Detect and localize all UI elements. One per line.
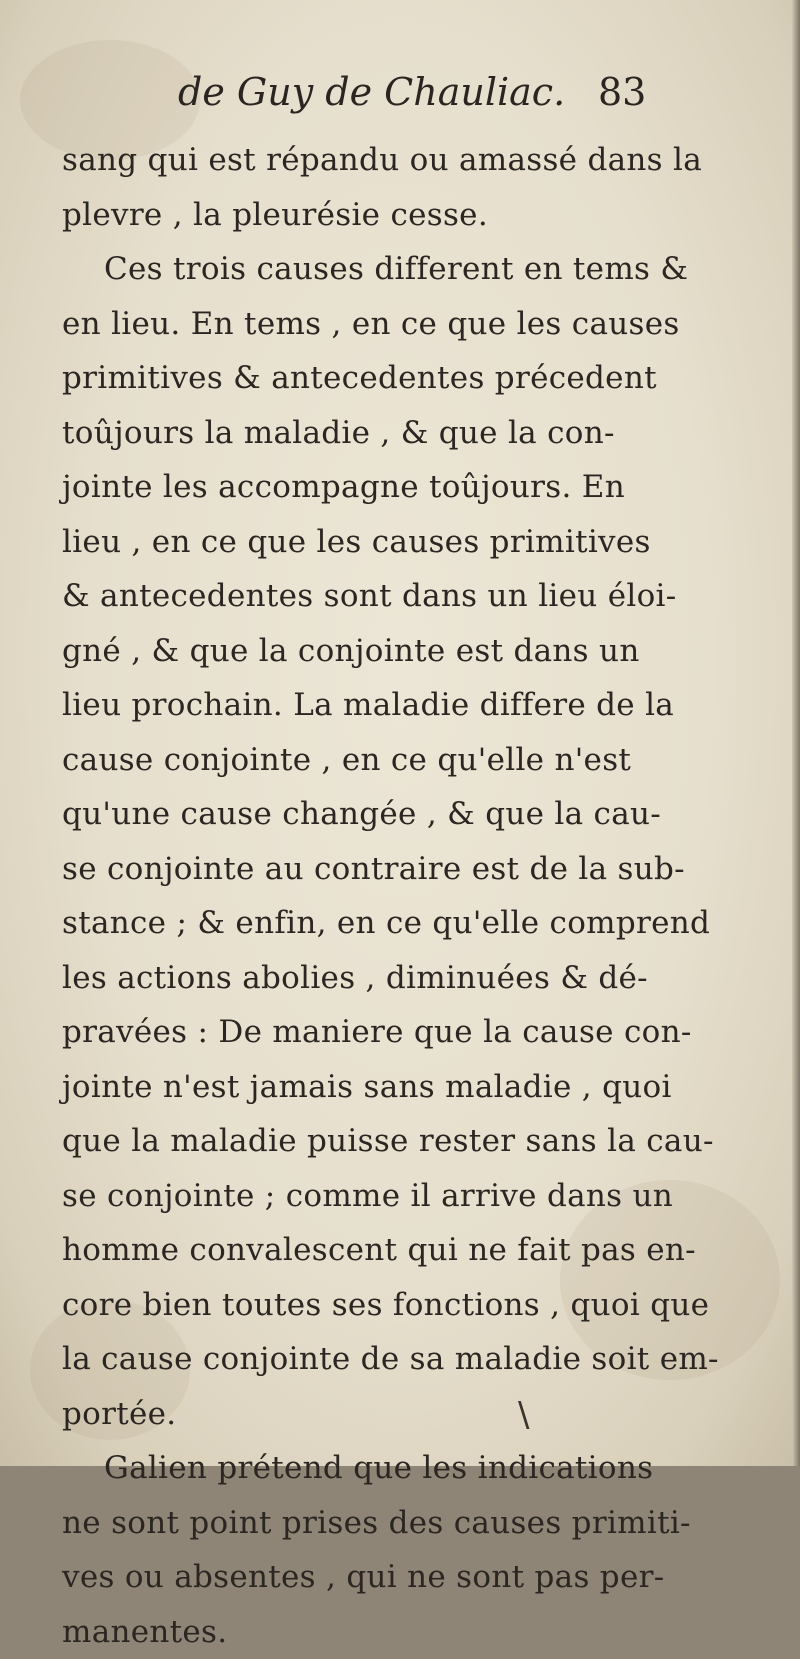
page-header xyxy=(0,70,800,130)
text-line: manentes. xyxy=(62,1605,662,1659)
text-line: ves ou absentes , qui ne sont pas per- xyxy=(62,1550,662,1605)
text-line: se conjointe ; comme il arrive dans un xyxy=(62,1169,662,1224)
text-line: en lieu. En tems , en ce que les causes xyxy=(62,297,662,352)
text-line: sang qui est répandu ou amassé dans la xyxy=(62,133,662,188)
text-line: pravées : De maniere que la cause con- xyxy=(62,1005,662,1060)
text-line: & antecedentes sont dans un lieu éloi- xyxy=(62,569,662,624)
text-line: se conjointe au contraire est de la sub- xyxy=(62,842,662,897)
text-line: portée. xyxy=(62,1387,662,1442)
text-line: plevre , la pleurésie cesse. xyxy=(62,188,662,243)
text-line: lieu , en ce que les causes primitives xyxy=(62,515,662,570)
text-line: core bien toutes ses fonctions , quoi que xyxy=(62,1278,662,1333)
page-edge xyxy=(792,0,800,1466)
text-line: jointe n'est jamais sans maladie , quoi xyxy=(62,1060,662,1115)
body-text xyxy=(62,133,662,1659)
text-line: lieu prochain. La maladie differe de la xyxy=(62,678,662,733)
text-line: homme convalescent qui ne fait pas en- xyxy=(62,1223,662,1278)
text-line: primitives & antecedentes précedent xyxy=(62,351,662,406)
footer-mark: \ xyxy=(518,1395,529,1435)
text-line: jointe les accompagne toûjours. En xyxy=(62,460,662,515)
text-line: que la maladie puisse rester sans la cau- xyxy=(62,1114,662,1169)
text-line: toûjours la maladie , & que la con- xyxy=(62,406,662,461)
running-title: de Guy de Chauliac. xyxy=(178,70,565,114)
text-line: qu'une cause changée , & que la cau- xyxy=(62,787,662,842)
text-line: ne sont point prises des causes primiti- xyxy=(62,1496,662,1551)
text-line: Galien prétend que les indications xyxy=(62,1441,662,1496)
text-line: les actions abolies , diminuées & dé- xyxy=(62,951,662,1006)
page-number: 83 xyxy=(598,70,646,114)
text-line: Ces trois causes different en tems & xyxy=(62,242,662,297)
text-line: cause conjointe , en ce qu'elle n'est xyxy=(62,733,662,788)
text-line: la cause conjointe de sa maladie soit em- xyxy=(62,1332,662,1387)
text-line: stance ; & enfin, en ce qu'elle comprend xyxy=(62,896,662,951)
text-line: gné , & que la conjointe est dans un xyxy=(62,624,662,679)
